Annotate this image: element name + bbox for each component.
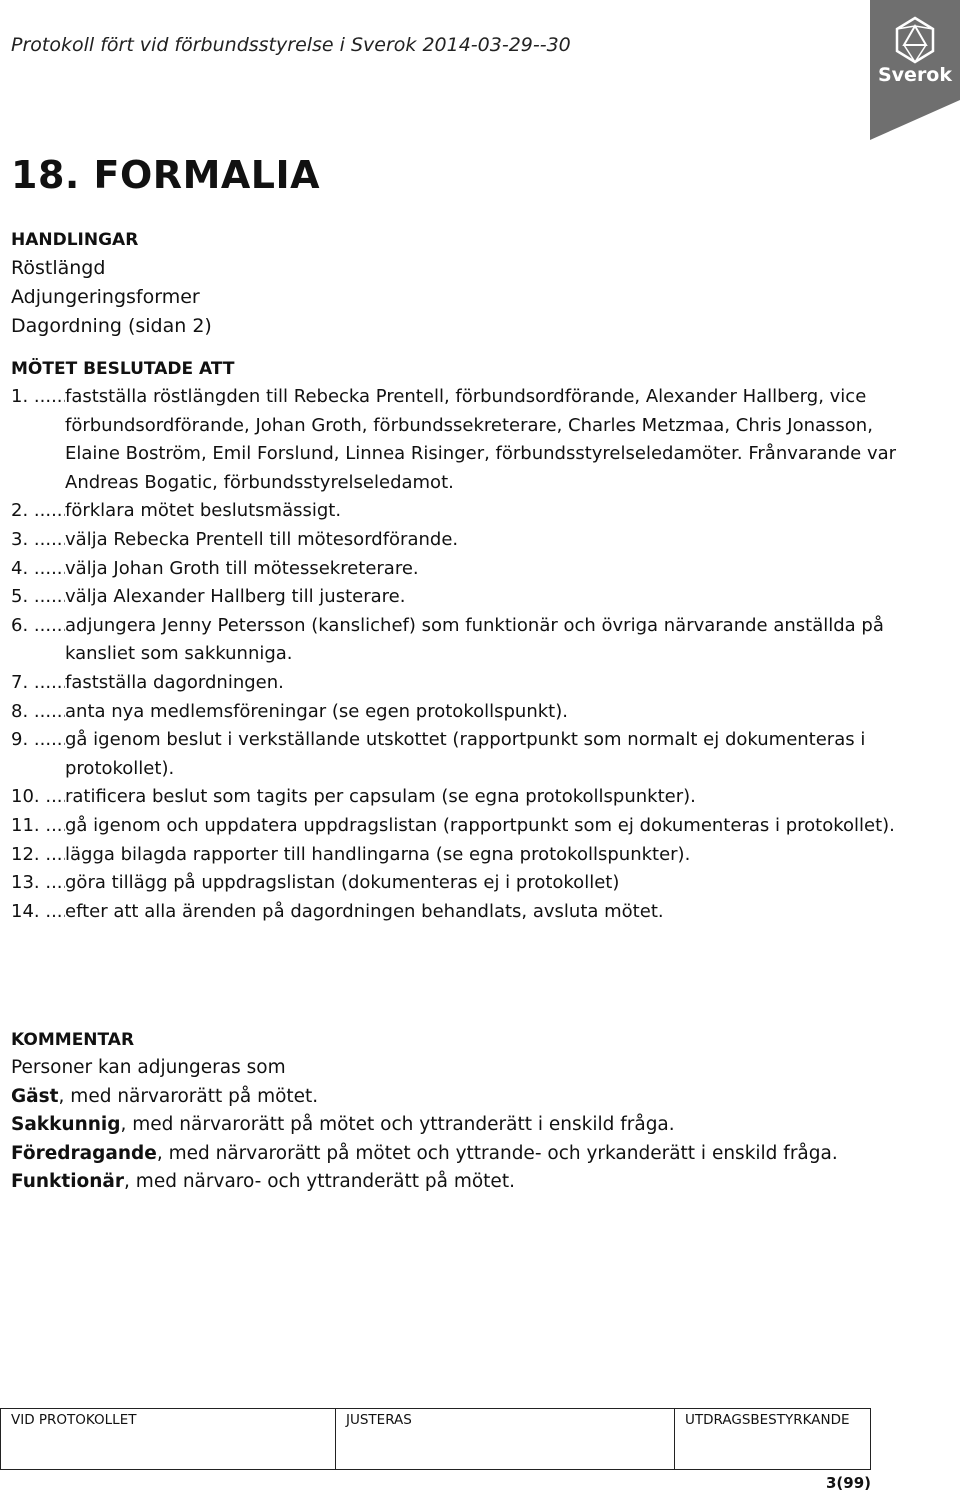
signature-cell-vid-protokollet: VID PROTOKOLLET — [1, 1409, 336, 1470]
decision-text: välja Alexander Hallberg till justerare. — [65, 586, 406, 608]
kommentar-intro: Personer kan adjungeras som — [11, 1057, 286, 1078]
decision-text: välja Johan Groth till mötessekreterare. — [65, 557, 419, 579]
decision-item — [11, 612, 911, 669]
decision-number: 8. ..... — [11, 698, 65, 727]
kommentar-entry — [11, 1140, 931, 1169]
decision-item — [11, 869, 911, 898]
decision-number: 13. ..... — [11, 869, 65, 898]
decision-text: lägga bilagda rapporter till handlingarna (se egna protokollspunkter). — [65, 843, 691, 865]
handlingar-item: Röstlängd — [11, 257, 106, 279]
decisions-list — [11, 383, 911, 926]
kommentar-section — [11, 1026, 931, 1197]
kommentar-entry — [11, 1168, 931, 1197]
decision-text: fastställa dagordningen. — [65, 671, 284, 693]
page-number: 3(99) — [826, 1474, 872, 1492]
decision-item — [11, 497, 911, 526]
decision-item — [11, 555, 911, 584]
decision-text: gå igenom beslut i verkställande utskottet (rapportpunkt som normalt ej dokumenteras i protokollet). — [65, 729, 866, 779]
logo-text: Sverok — [877, 64, 952, 86]
decision-number: 11. ..... — [11, 812, 65, 841]
decision-item — [11, 669, 911, 698]
handlingar-item: Dagordning (sidan 2) — [11, 315, 212, 337]
signature-table — [0, 1408, 871, 1470]
kommentar-term: Föredragande — [11, 1142, 157, 1164]
decision-item — [11, 841, 911, 870]
sverok-logo — [870, 0, 960, 140]
handlingar-item: Adjungeringsformer — [11, 286, 200, 308]
kommentar-heading: KOMMENTAR — [11, 1030, 135, 1050]
decision-text: gå igenom och uppdatera uppdragslistan (rapportpunkt som ej dokumenteras i protokollet). — [65, 814, 895, 836]
decisions-heading-wrap — [11, 355, 911, 383]
decision-text: adjungera Jenny Petersson (kanslichef) som funktionär och övriga närvarande anställda på kansliet som sakkunniga. — [65, 614, 884, 665]
decision-item — [11, 898, 911, 927]
decision-number: 4. ..... — [11, 555, 65, 584]
decision-text: efter att alla ärenden på dagordningen behandlats, avsluta mötet. — [65, 900, 664, 922]
decision-number: 9. ..... — [11, 726, 65, 783]
decision-number: 5. ..... — [11, 583, 65, 612]
kommentar-desc: , med närvarorätt på mötet och yttrande- och yrkanderätt i enskild fråga. — [156, 1142, 838, 1164]
decision-text: välja Rebecka Prentell till mötesordförande. — [65, 528, 459, 550]
decision-number: 7. ..... — [11, 669, 65, 698]
decision-number: 12. ..... — [11, 841, 65, 870]
signature-cell-justeras: JUSTERAS — [336, 1409, 675, 1470]
decision-item — [11, 783, 911, 812]
document-header-title: Protokoll fört vid förbundsstyrelse i Sverok 2014-03-29--30 — [11, 34, 571, 56]
decision-text: fastställa röstlängden till Rebecka Prentell, förbundsordförande, Alexander Hallberg, vice förbundsordförande, Johan Groth, förbundssekreterare, Charles Metzmaa, Chris Jonasson, Elaine Boström, Emil Forslund, Linnea Risinger, förbundsstyrelseledamöter. Frånvarande var Andreas Bogatic, förbundsstyrelseledamot. — [65, 386, 897, 493]
kommentar-entry — [11, 1083, 931, 1112]
handlingar-heading: HANDLINGAR — [11, 230, 139, 250]
decision-item — [11, 812, 911, 841]
decision-item — [11, 583, 911, 612]
decision-item — [11, 698, 911, 727]
decision-text: förklara mötet beslutsmässigt. — [65, 500, 342, 522]
decision-number: 3. ..... — [11, 526, 65, 555]
kommentar-desc: , med närvarorätt på mötet och yttranderätt i enskild fråga. — [120, 1114, 675, 1135]
kommentar-desc: , med närvarorätt på mötet. — [58, 1085, 319, 1107]
decisions-heading: MÖTET BESLUTADE ATT — [11, 359, 235, 379]
kommentar-desc: , med närvaro- och yttranderätt på mötet. — [124, 1171, 515, 1192]
kommentar-entry — [11, 1111, 931, 1140]
decision-number: 6. ..... — [11, 612, 65, 669]
decision-number: 14. ..... — [11, 898, 65, 927]
section-title: 18. FORMALIA — [11, 153, 321, 197]
decision-text: anta nya medlemsföreningar (se egen protokollspunkt). — [65, 700, 568, 722]
decision-item — [11, 726, 911, 783]
decision-number: 2. ..... — [11, 497, 65, 526]
decision-item — [11, 383, 911, 497]
decision-text: ratificera beslut som tagits per capsulam (se egna protokollspunkter). — [65, 786, 696, 808]
kommentar-term: Sakkunnig — [11, 1114, 121, 1135]
decision-number: 10. ..... — [11, 783, 65, 812]
handlingar-section — [11, 226, 911, 341]
decision-number: 1. ..... — [11, 383, 65, 497]
decision-text: göra tillägg på uppdragslistan (dokumenteras ej i protokollet) — [65, 872, 620, 894]
signature-cell-utdragsbestyrkande: UTDRAGSBESTYRKANDE — [685, 1412, 850, 1428]
kommentar-term: Funktionär — [11, 1171, 125, 1192]
kommentar-term: Gäst — [11, 1085, 59, 1107]
decision-item — [11, 526, 911, 555]
